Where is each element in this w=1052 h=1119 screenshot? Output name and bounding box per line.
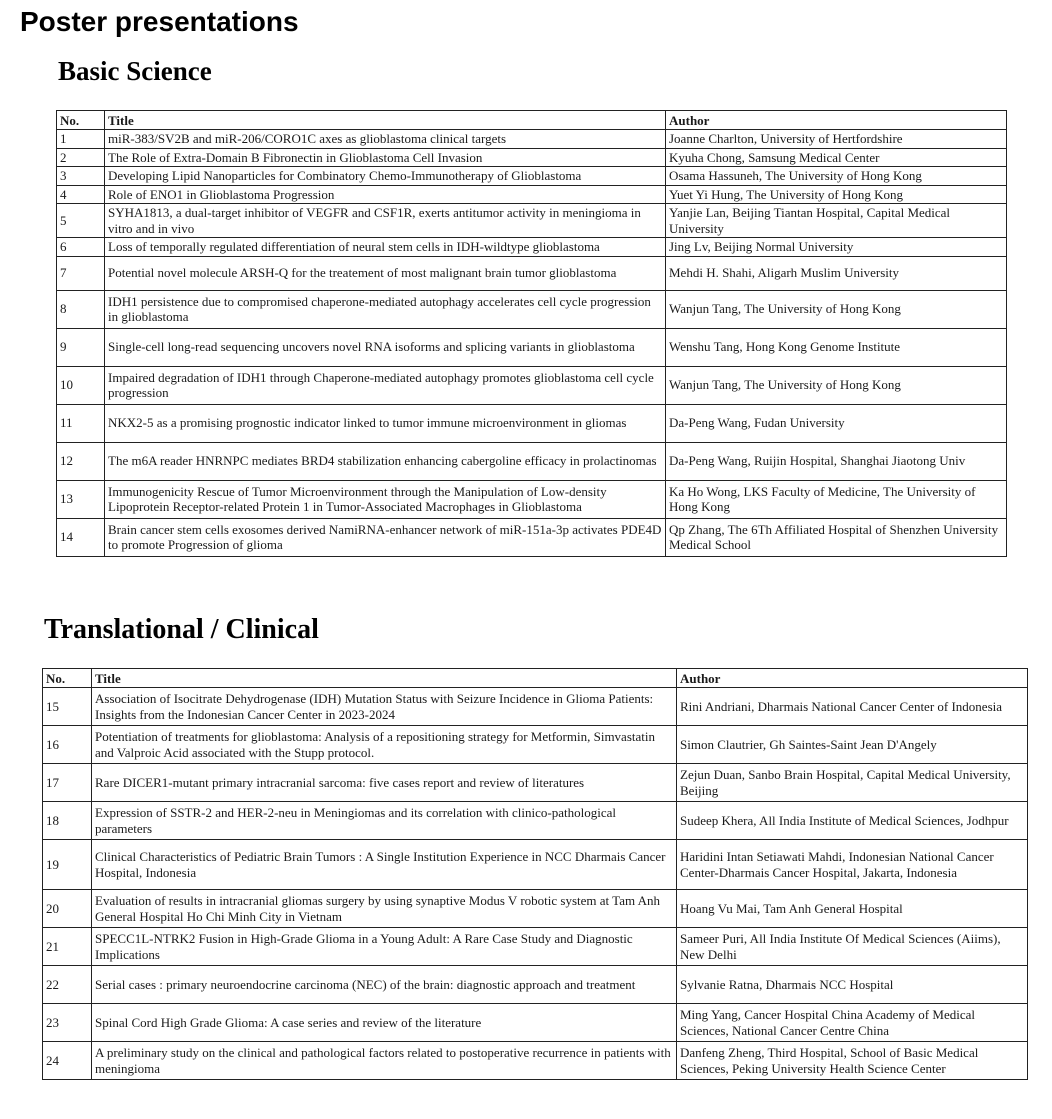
cell-no: 22 — [43, 966, 92, 1004]
cell-title: Serial cases : primary neuroendocrine carcinoma (NEC) of the brain: diagnostic approach and treatment — [92, 966, 677, 1004]
table-header-row — [57, 111, 1007, 130]
cell-author: Mehdi H. Shahi, Aligarh Muslim University — [666, 256, 1007, 290]
table-row — [57, 480, 1007, 518]
cell-author: Jing Lv, Beijing Normal University — [666, 238, 1007, 257]
cell-no: 13 — [57, 480, 105, 518]
section-title-basic-science: Basic Science — [58, 56, 212, 86]
cell-title: Potential novel molecule ARSH-Q for the treatement of most malignant brain tumor glioblastoma — [105, 256, 666, 290]
cell-author: Simon Clautrier, Gh Saintes-Saint Jean D'Angely — [677, 726, 1028, 764]
cell-author: Hoang Vu Mai, Tam Anh General Hospital — [677, 890, 1028, 928]
cell-author: Yuet Yi Hung, The University of Hong Kong — [666, 185, 1007, 204]
cell-no: 24 — [43, 1042, 92, 1080]
cell-title: Rare DICER1-mutant primary intracranial sarcoma: five cases report and review of literatures — [92, 764, 677, 802]
table-row — [57, 238, 1007, 257]
cell-author: Ming Yang, Cancer Hospital China Academy of Medical Sciences, National Cancer Centre China — [677, 1004, 1028, 1042]
cell-no: 10 — [57, 366, 105, 404]
cell-no: 17 — [43, 764, 92, 802]
cell-author: Qp Zhang, The 6Th Affiliated Hospital of Shenzhen University Medical School — [666, 518, 1007, 556]
cell-title: Expression of SSTR-2 and HER-2-neu in Meningiomas and its correlation with clinico-pathological parameters — [92, 802, 677, 840]
table-row — [57, 442, 1007, 480]
cell-title: The Role of Extra-Domain B Fibronectin in Glioblastoma Cell Invasion — [105, 148, 666, 167]
cell-title: Impaired degradation of IDH1 through Chaperone-mediated autophagy promotes glioblastoma cell cycle progression — [105, 366, 666, 404]
cell-no: 12 — [57, 442, 105, 480]
cell-author: Rini Andriani, Dharmais National Cancer Center of Indonesia — [677, 688, 1028, 726]
table-header-row — [43, 669, 1028, 688]
cell-author: Yanjie Lan, Beijing Tiantan Hospital, Capital Medical University — [666, 204, 1007, 238]
cell-author: Osama Hassuneh, The University of Hong Kong — [666, 167, 1007, 186]
cell-author: Wenshu Tang, Hong Kong Genome Institute — [666, 328, 1007, 366]
table-row — [43, 1004, 1028, 1042]
cell-author: Ka Ho Wong, LKS Faculty of Medicine, The University of Hong Kong — [666, 480, 1007, 518]
cell-title: A preliminary study on the clinical and pathological factors related to postoperative recurrence in patients with meningioma — [92, 1042, 677, 1080]
cell-title: Evaluation of results in intracranial gliomas surgery by using synaptive Modus V robotic system at Tam Anh General Hospital Ho Chi Minh City in Vietnam — [92, 890, 677, 928]
cell-title: Role of ENO1 in Glioblastoma Progression — [105, 185, 666, 204]
table-row — [43, 890, 1028, 928]
page-title: Poster presentations — [20, 6, 299, 37]
poster-table-basic-science — [56, 110, 1007, 557]
table-row — [57, 518, 1007, 556]
cell-no: 7 — [57, 256, 105, 290]
table-row — [57, 404, 1007, 442]
cell-author: Zejun Duan, Sanbo Brain Hospital, Capital Medical University, Beijing — [677, 764, 1028, 802]
cell-no: 1 — [57, 130, 105, 149]
cell-no: 14 — [57, 518, 105, 556]
cell-author: Wanjun Tang, The University of Hong Kong — [666, 366, 1007, 404]
cell-author: Haridini Intan Setiawati Mahdi, Indonesian National Cancer Center-Dharmais Cancer Hospital, Jakarta, Indonesia — [677, 840, 1028, 890]
header-title: Title — [105, 111, 666, 130]
cell-author: Wanjun Tang, The University of Hong Kong — [666, 290, 1007, 328]
table-row — [43, 840, 1028, 890]
table-row — [43, 966, 1028, 1004]
header-no: No. — [57, 111, 105, 130]
cell-no: 8 — [57, 290, 105, 328]
table-row — [57, 167, 1007, 186]
header-author: Author — [677, 669, 1028, 688]
cell-no: 21 — [43, 928, 92, 966]
header-title: Title — [92, 669, 677, 688]
cell-no: 15 — [43, 688, 92, 726]
cell-no: 4 — [57, 185, 105, 204]
cell-title: SPECC1L-NTRK2 Fusion in High-Grade Glioma in a Young Adult: A Rare Case Study and Diagnostic Implications — [92, 928, 677, 966]
cell-title: Potentiation of treatments for glioblastoma: Analysis of a repositioning strategy for Metformin, Simvastatin and Valproic Acid associated with the Stupp protocol. — [92, 726, 677, 764]
section-title-translational-clinical: Translational / Clinical — [44, 614, 319, 645]
cell-author: Sylvanie Ratna, Dharmais NCC Hospital — [677, 966, 1028, 1004]
cell-title: Clinical Characteristics of Pediatric Brain Tumors : A Single Institution Experience in NCC Dharmais Cancer Hospital, Indonesia — [92, 840, 677, 890]
cell-author: Sameer Puri, All India Institute Of Medical Sciences (Aiims), New Delhi — [677, 928, 1028, 966]
cell-title: Brain cancer stem cells exosomes derived NamiRNA-enhancer network of miR-151a-3p activates PDE4D to promote Progression of glioma — [105, 518, 666, 556]
cell-title: The m6A reader HNRNPC mediates BRD4 stabilization enhancing cabergoline efficacy in prolactinomas — [105, 442, 666, 480]
cell-title: NKX2-5 as a promising prognostic indicator linked to tumor immune microenvironment in gliomas — [105, 404, 666, 442]
cell-no: 19 — [43, 840, 92, 890]
header-author: Author — [666, 111, 1007, 130]
cell-title: Immunogenicity Rescue of Tumor Microenvironment through the Manipulation of Low-density Lipoprotein Receptor-related Protein 1 in Tumor-Associated Macrophages in Glioblastoma — [105, 480, 666, 518]
cell-author: Da-Peng Wang, Fudan University — [666, 404, 1007, 442]
cell-no: 5 — [57, 204, 105, 238]
table-row — [57, 204, 1007, 238]
header-no: No. — [43, 669, 92, 688]
table-row — [43, 726, 1028, 764]
cell-no: 16 — [43, 726, 92, 764]
cell-title: SYHA1813, a dual-target inhibitor of VEGFR and CSF1R, exerts antitumor activity in meningioma in vitro and in vivo — [105, 204, 666, 238]
cell-no: 3 — [57, 167, 105, 186]
table-row — [57, 185, 1007, 204]
cell-title: Loss of temporally regulated differentiation of neural stem cells in IDH-wildtype glioblastoma — [105, 238, 666, 257]
cell-no: 2 — [57, 148, 105, 167]
table-row — [57, 366, 1007, 404]
cell-title: Single-cell long-read sequencing uncovers novel RNA isoforms and splicing variants in glioblastoma — [105, 328, 666, 366]
cell-no: 18 — [43, 802, 92, 840]
cell-author: Sudeep Khera, All India Institute of Medical Sciences, Jodhpur — [677, 802, 1028, 840]
table-row — [57, 256, 1007, 290]
cell-no: 11 — [57, 404, 105, 442]
cell-no: 6 — [57, 238, 105, 257]
table-row — [57, 148, 1007, 167]
poster-table-translational-clinical — [42, 668, 1028, 1080]
table-row — [43, 1042, 1028, 1080]
cell-title: Developing Lipid Nanoparticles for Combinatory Chemo-Immunotherapy of Glioblastoma — [105, 167, 666, 186]
cell-no: 23 — [43, 1004, 92, 1042]
table-row — [43, 764, 1028, 802]
cell-title: IDH1 persistence due to compromised chaperone-mediated autophagy accelerates cell cycle progression in glioblastoma — [105, 290, 666, 328]
table-row — [43, 928, 1028, 966]
cell-title: miR-383/SV2B and miR-206/CORO1C axes as glioblastoma clinical targets — [105, 130, 666, 149]
cell-no: 9 — [57, 328, 105, 366]
cell-title: Spinal Cord High Grade Glioma: A case series and review of the literature — [92, 1004, 677, 1042]
table-row — [43, 802, 1028, 840]
cell-author: Joanne Charlton, University of Hertfordshire — [666, 130, 1007, 149]
cell-title: Association of Isocitrate Dehydrogenase (IDH) Mutation Status with Seizure Incidence in Glioma Patients: Insights from the Indonesian Cancer Center in 2023-2024 — [92, 688, 677, 726]
cell-author: Kyuha Chong, Samsung Medical Center — [666, 148, 1007, 167]
table-row — [57, 290, 1007, 328]
cell-author: Danfeng Zheng, Third Hospital, School of Basic Medical Sciences, Peking University Health Science Center — [677, 1042, 1028, 1080]
table-row — [43, 688, 1028, 726]
table-row — [57, 328, 1007, 366]
table-row — [57, 130, 1007, 149]
cell-author: Da-Peng Wang, Ruijin Hospital, Shanghai Jiaotong Univ — [666, 442, 1007, 480]
cell-no: 20 — [43, 890, 92, 928]
